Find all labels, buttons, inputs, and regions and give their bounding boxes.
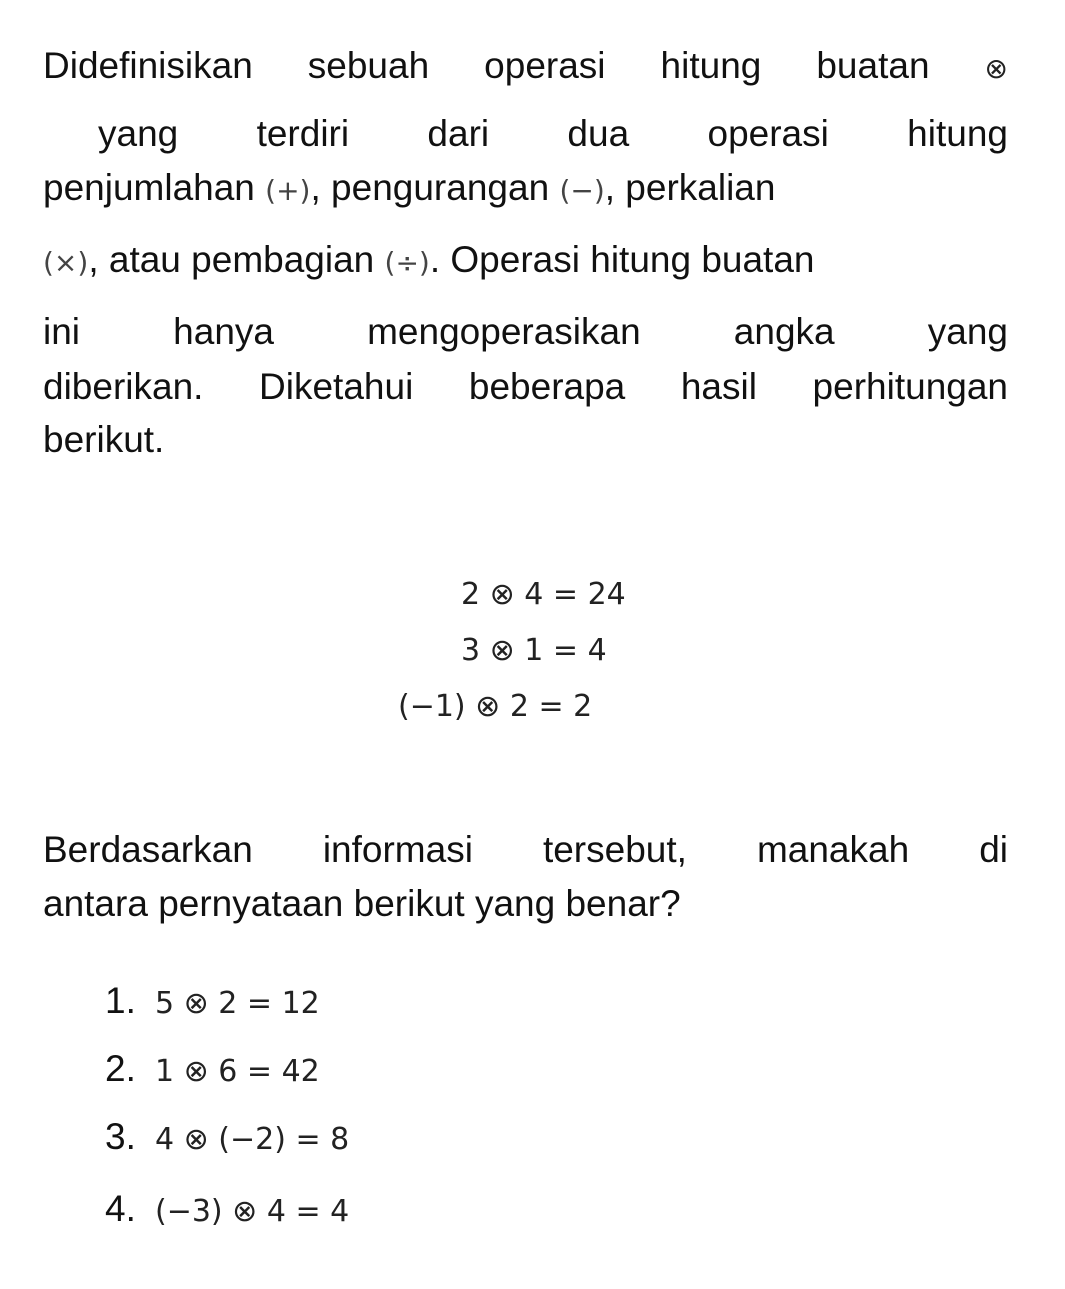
option-number: 4. [105,1188,136,1229]
minus-symbol: (−) [559,174,605,207]
question-line-2: antara pernyataan berikut yang benar? [43,883,681,924]
option-expression: 5 ⊗ 2 = 12 [155,986,320,1021]
option-4 [105,1188,349,1232]
option-3 [105,1116,349,1160]
divide-symbol: (÷) [384,246,430,279]
option-number: 1. [105,980,136,1021]
question-line-1: Berdasarkan informasi tersebut, manakah di [43,829,1008,870]
otimes-symbol: ⊗ [984,52,1009,85]
intro-line-3: penjumlahan (+), pengurangan (−), perkalian [43,167,776,208]
intro-line-5: ini hanya mengoperasikan angka yang [43,311,1008,352]
option-number: 2. [105,1048,136,1089]
intro-line-6: diberikan. Diketahui beberapa hasil perhitungan [43,366,1008,407]
option-expression: 4 ⊗ (−2) = 8 [155,1122,350,1157]
times-symbol: (×) [43,246,89,279]
example-equation-1: 2 ⊗ 4 = 24 [461,577,626,612]
plus-symbol: (+) [265,174,311,207]
option-1 [105,980,320,1024]
option-expression: 1 ⊗ 6 = 42 [155,1054,320,1089]
intro-line-7: berikut. [43,419,165,460]
intro-line-4: (×), atau pembagian (÷). Operasi hitung buatan [43,239,815,280]
intro-line-1: Didefinisikan sebuah operasi hitung buatan ⊗ [43,45,1009,86]
option-2 [105,1048,320,1092]
option-expression: (−3) ⊗ 4 = 4 [155,1194,350,1229]
example-equation-2: 3 ⊗ 1 = 4 [461,633,607,668]
example-equation-3: (−1) ⊗ 2 = 2 [398,689,593,724]
intro-line-2: yang terdiri dari dua operasi hitung [98,113,1008,154]
option-number: 3. [105,1116,136,1157]
